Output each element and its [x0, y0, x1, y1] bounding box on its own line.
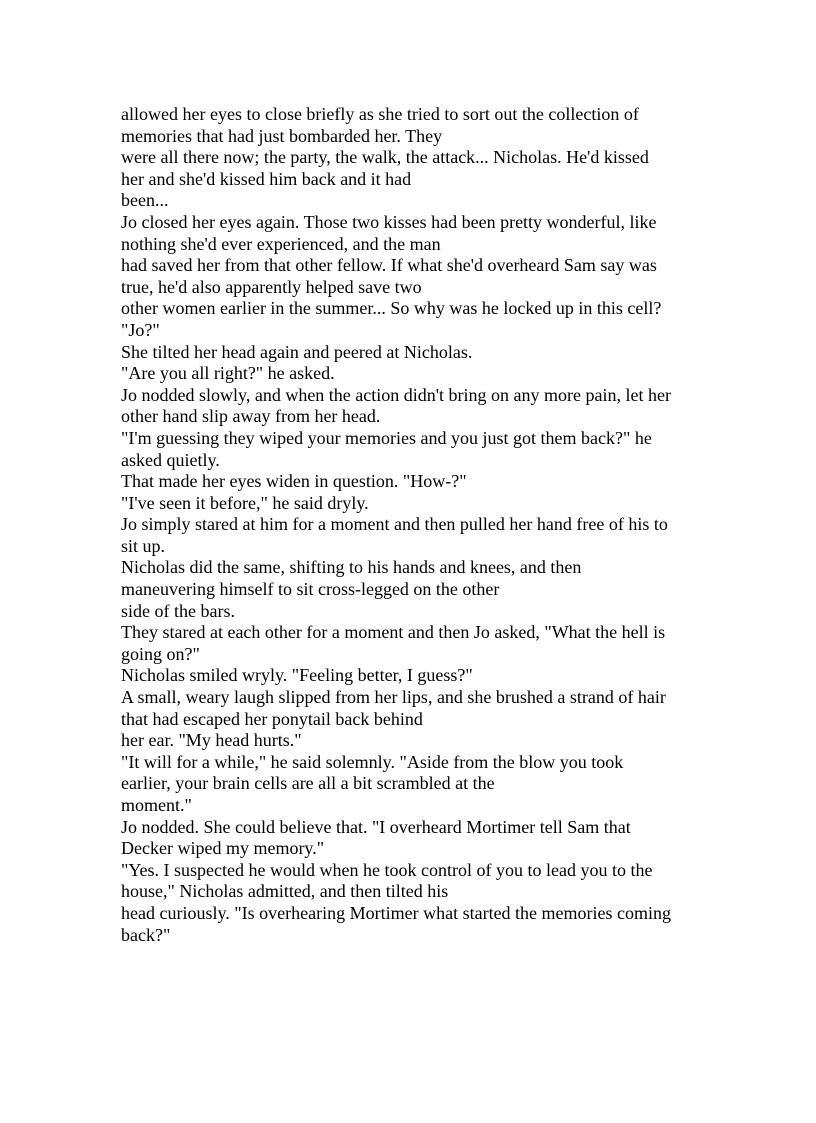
text-line: true, he'd also apparently helped save two [121, 276, 422, 297]
text-line: back?" [121, 924, 171, 945]
text-line: "Jo?" [121, 319, 160, 340]
text-line: her ear. "My head hurts." [121, 730, 302, 751]
text-line: Nicholas did the same, shifting to his hands and knees, and then [121, 557, 582, 578]
text-line: her and she'd kissed him back and it had [121, 168, 412, 189]
text-line: maneuvering himself to sit cross-legged on the other [121, 579, 500, 600]
text-line: memories that had just bombarded her. They [121, 125, 443, 146]
text-line: They stared at each other for a moment and then Jo asked, "What the hell is [121, 622, 666, 643]
text-line: Jo nodded. She could believe that. "I overheard Mortimer tell Sam that [121, 816, 631, 837]
text-line: moment." [121, 795, 192, 815]
text-line: asked quietly. [121, 449, 220, 470]
text-line: Decker wiped my memory." [121, 838, 325, 859]
text-line: earlier, your brain cells are all a bit scrambled at the [121, 773, 495, 794]
body-text [121, 104, 721, 946]
text-line: that had escaped her ponytail back behind [121, 708, 423, 729]
text-line: "Yes. I suspected he would when he took control of you to lead you to the [121, 859, 653, 880]
text-line: Jo closed her eyes again. Those two kisses had been pretty wonderful, like [121, 211, 657, 232]
text-line: house," Nicholas admitted, and then tilted his [121, 881, 449, 902]
text-line: "Are you all right?" he asked. [121, 363, 335, 384]
text-line: head curiously. "Is overhearing Mortimer what started the memories coming [121, 902, 672, 923]
text-line: Nicholas smiled wryly. "Feeling better, I guess?" [121, 665, 473, 686]
text-line: other women earlier in the summer... So why was he locked up in this cell? [121, 298, 662, 319]
text-line: "I'm guessing they wiped your memories and you just got them back?" he [121, 427, 652, 448]
text-line: sit up. [121, 535, 166, 556]
text-line: were all there now; the party, the walk, the attack... Nicholas. He'd kissed [121, 147, 649, 168]
text-line: A small, weary laugh slipped from her lips, and she brushed a strand of hair [121, 687, 666, 708]
text-line: allowed her eyes to close briefly as she tried to sort out the collection of [121, 104, 639, 124]
text-line: going on?" [121, 643, 200, 664]
text-line: "I've seen it before," he said dryly. [121, 492, 369, 513]
text-line: side of the bars. [121, 600, 235, 621]
text-line: had saved her from that other fellow. If what she'd overheard Sam say was [121, 255, 657, 276]
text-line: She tilted her head again and peered at Nicholas. [121, 341, 473, 362]
text-line: Jo simply stared at him for a moment and then pulled her hand free of his to [121, 514, 668, 535]
text-line: nothing she'd ever experienced, and the man [121, 233, 441, 254]
text-line: been... [121, 190, 169, 211]
text-line: That made her eyes widen in question. "How-?" [121, 471, 467, 492]
text-line: Jo nodded slowly, and when the action didn't bring on any more pain, let her [121, 384, 671, 405]
text-line: "It will for a while," he said solemnly. "Aside from the blow you took [121, 751, 624, 772]
text-line: other hand slip away from her head. [121, 406, 381, 427]
